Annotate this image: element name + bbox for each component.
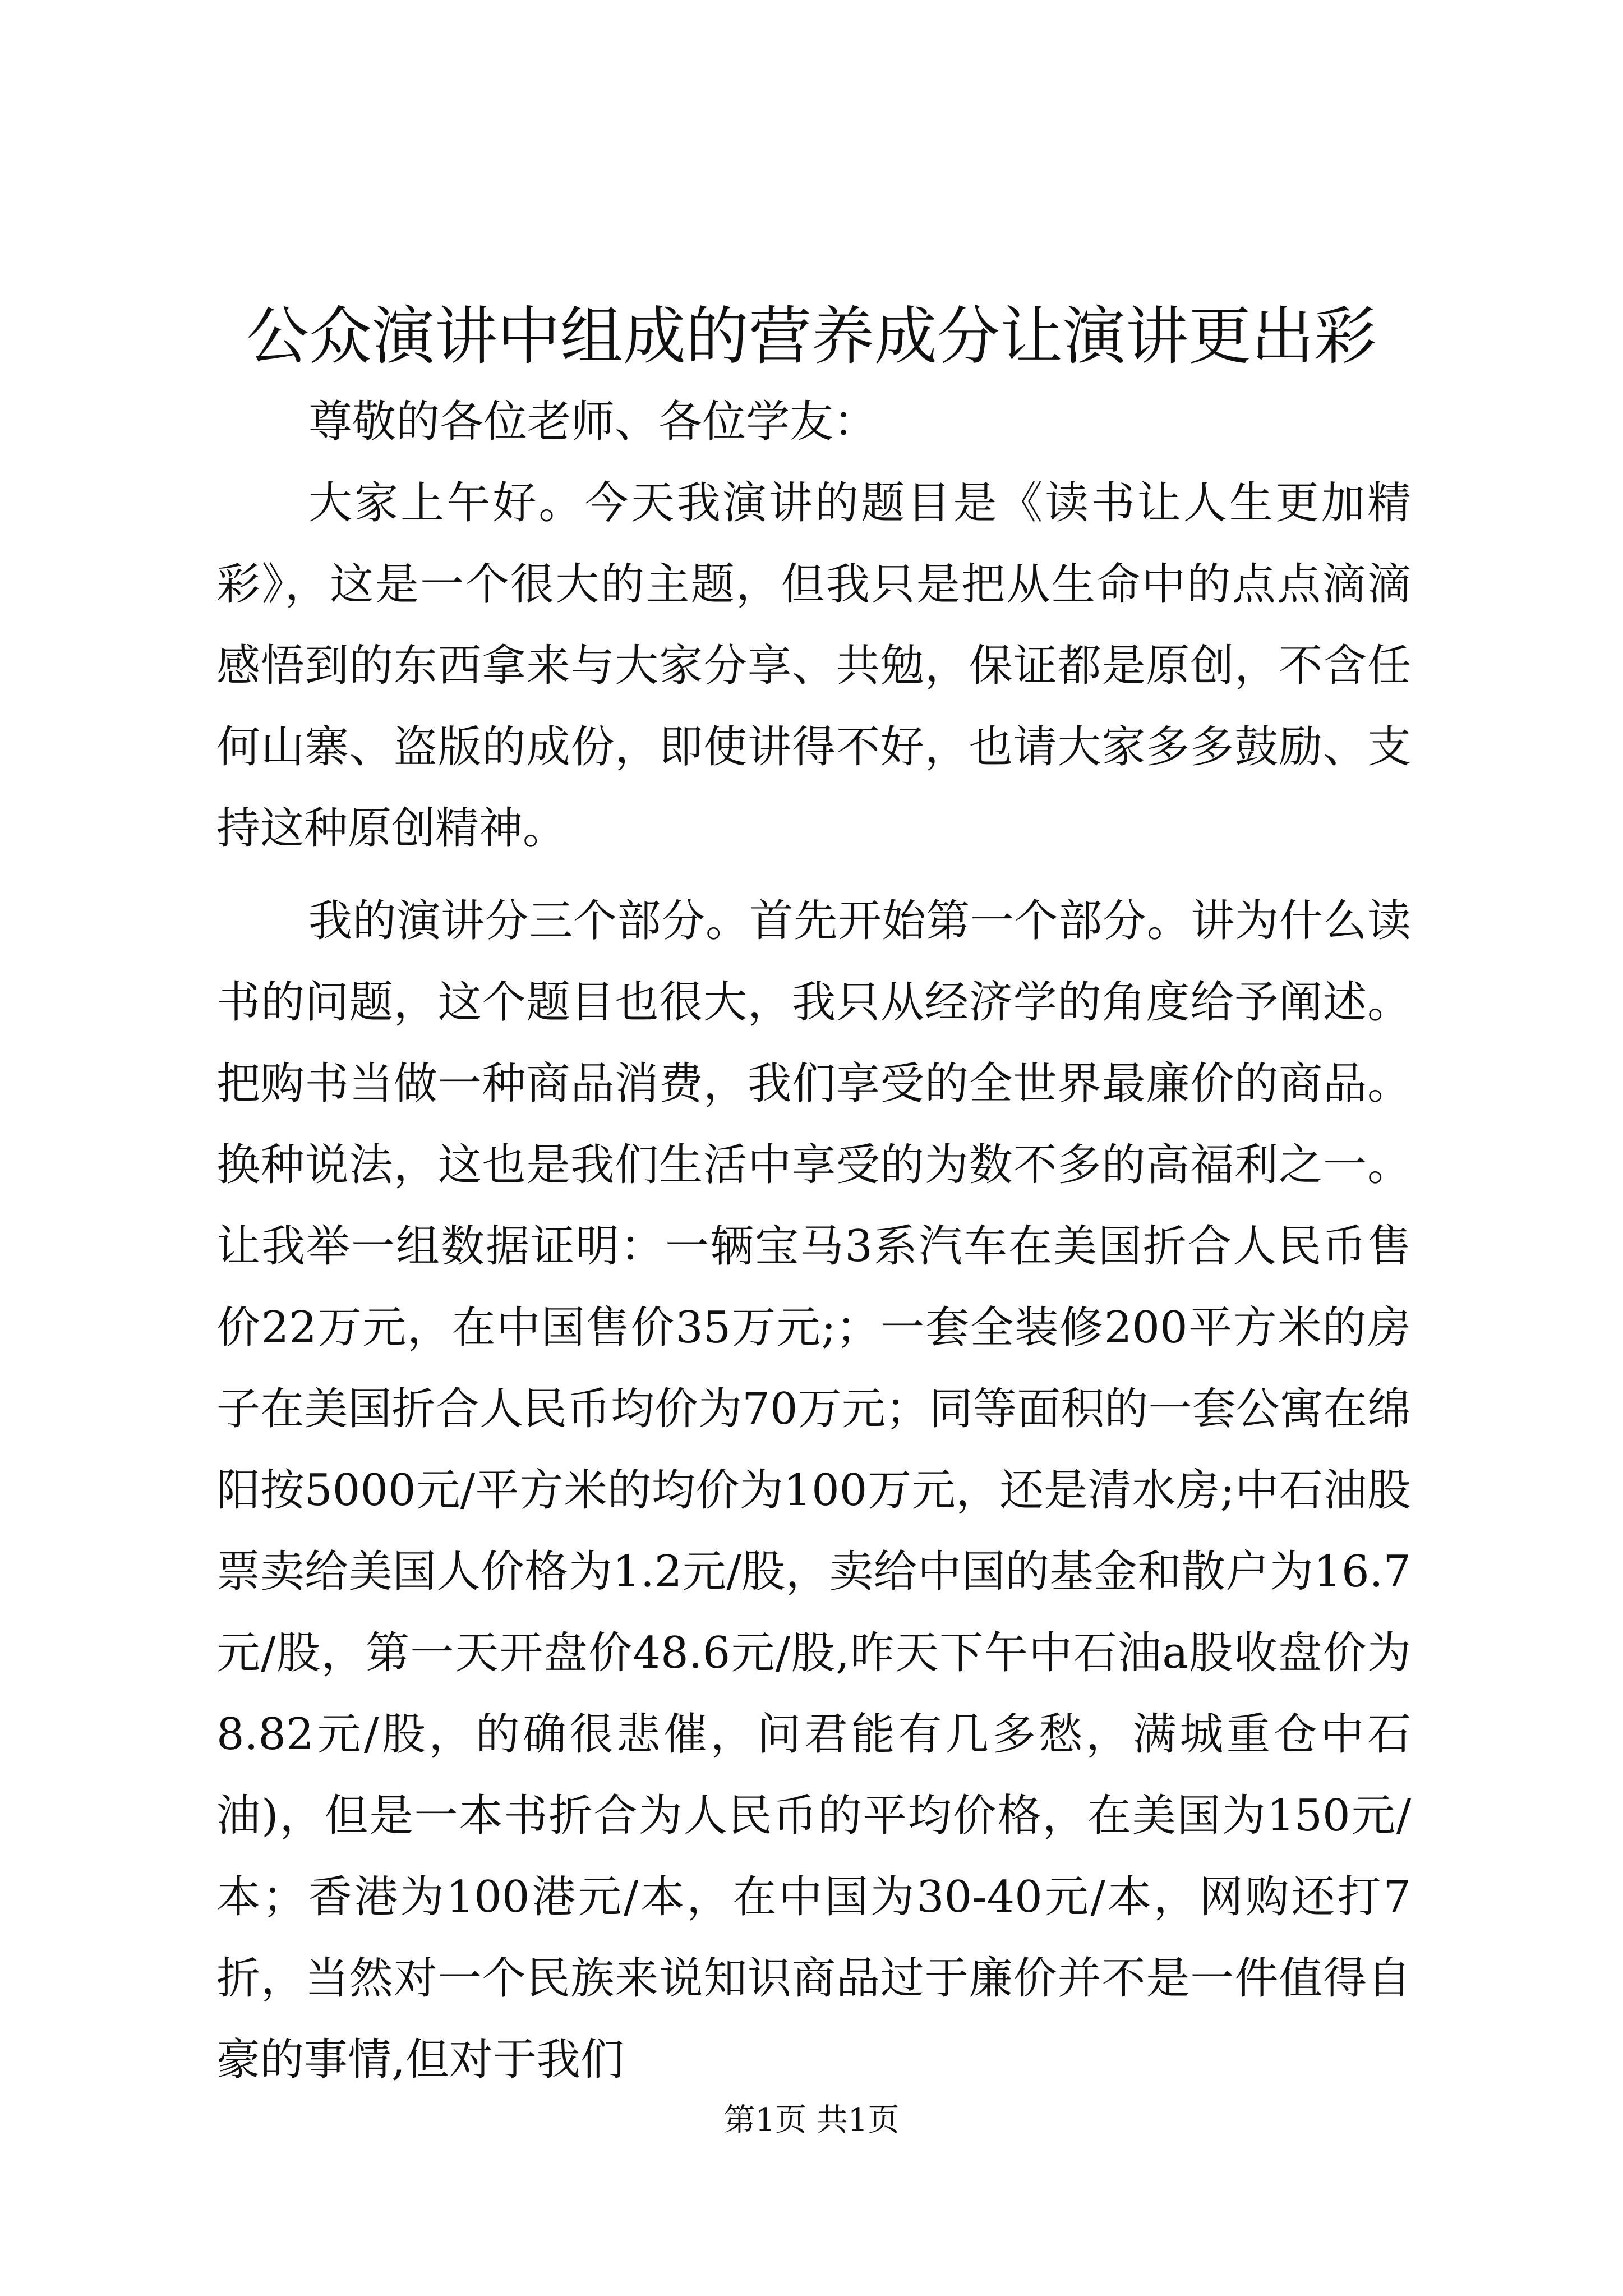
greeting-paragraph: 尊敬的各位老师、各位学友：: [308, 397, 878, 447]
page-footer: 第1页 共1页: [723, 2102, 900, 2138]
document-body: [216, 381, 1411, 2101]
document-title: 公众演讲中组成的营养成分让演讲更出彩: [246, 300, 1377, 373]
body-paragraph: 我的演讲分三个部分。首先开始第一个部分。讲为什么读书的问题，这个题目也很大，我只从经济学的角度给予阐述。把购书当做一种商品消费，我们享受的全世界最廉价的商品。换种说法，这也是我们生活中享受的为数不多的高福利之一。让我举一组数据证明：一辆宝马3系汽车在美国折合人民币售价22万元，在中国售价35万元;；一套全装修200平方米的房子在美国折合人民币均价为70万元；同等面积的一套公寓在绵阳按5000元/平方米的均价为100万元，还是清水房;中石油股票卖给美国人价格为1.2元/股，卖给中国的基金和散户为16.7元/股，第一天开盘价48.6元/股,昨天下午中石油a股收盘价为8.82元/股，的确很悲催，问君能有几多愁，满城重仓中石油)，但是一本书折合为人民币的平均价格，在美国为150元/本；香港为100港元/本，在中国为30-40元/本，网购还打7折，当然对一个民族来说知识商品过于廉价并不是一件值得自豪的事情,但对于我们: [216, 896, 1411, 2085]
intro-paragraph: 大家上午好。今天我演讲的题目是《读书让人生更加精彩》，这是一个很大的主题，但我只是把从生命中的点点滴滴感悟到的东西拿来与大家分享、共勉，保证都是原创，不含任何山寨、盗版的成份，即使讲得不好，也请大家多多鼓励、支持这种原创精神。: [216, 478, 1411, 854]
